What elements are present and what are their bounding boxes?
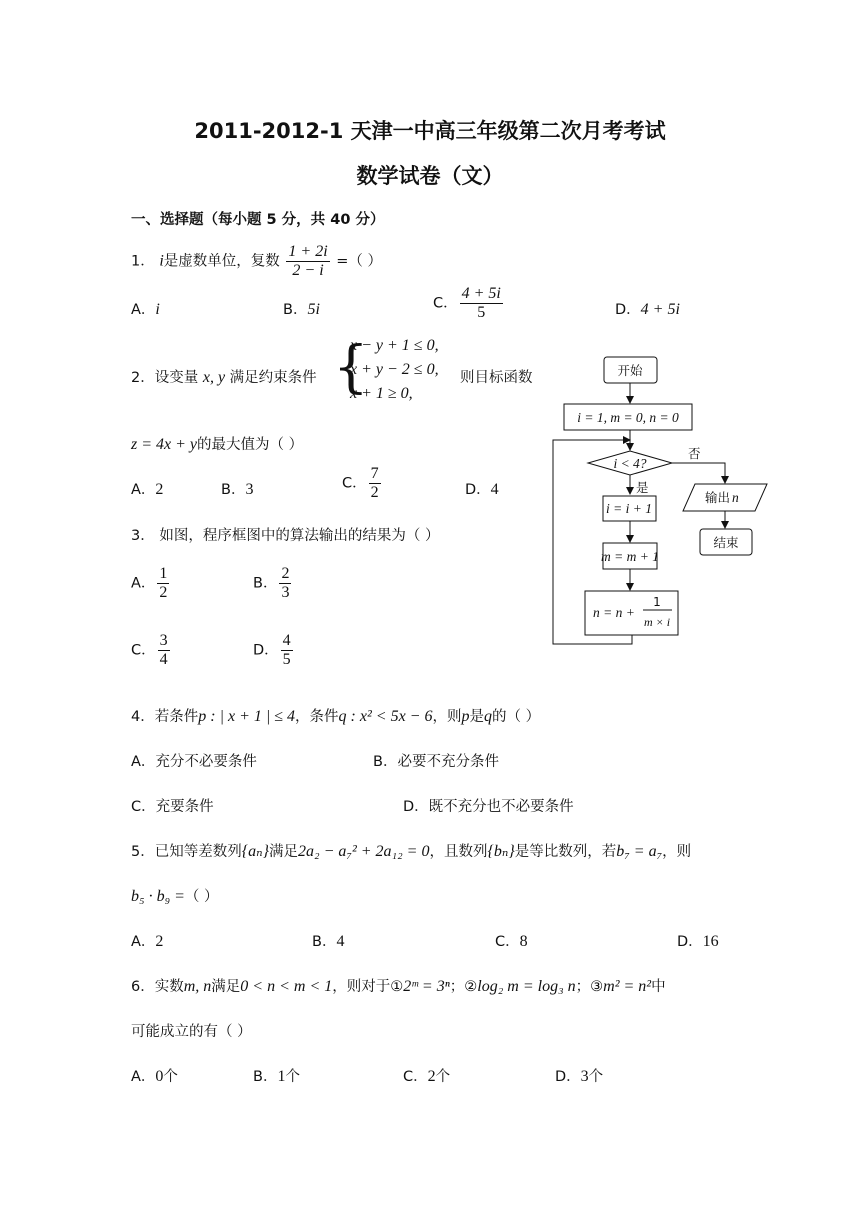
svg-text:n: n: [732, 490, 739, 505]
question-2-tail: 则目标函数: [460, 370, 533, 386]
svg-text:1: 1: [653, 595, 661, 609]
option-d: D．4 + 5i: [615, 301, 680, 318]
system-brace: {: [333, 335, 369, 400]
question-6-line2: 可能成立的有（ ）: [131, 1024, 252, 1040]
question-3: 3． 如图，程序框图中的算法输出的结果为（ ）: [131, 528, 440, 544]
option-c: C．2个: [403, 1068, 451, 1085]
option-d: D．16: [677, 933, 719, 950]
option-b: B．5i: [283, 301, 320, 318]
flowchart: [545, 350, 780, 650]
question-1: 1． i是虚数单位，复数 $\frac{1 + 2i}{2 - i}$ =（ ）: [131, 243, 383, 279]
option-b: B．1个: [253, 1068, 300, 1085]
question-2-line2: z = 4x + y的最大值为（ ）: [131, 436, 304, 453]
option-b: B．4: [312, 933, 345, 950]
svg-text:m = m + 1: m = m + 1: [601, 549, 659, 564]
svg-text:输出: 输出: [705, 490, 731, 505]
option-c: C． $\frac{4 + 5i}{5}$: [433, 285, 501, 321]
svg-text:i = 1, m = 0, n = 0: i = 1, m = 0, n = 0: [577, 410, 679, 425]
option-a: A．2: [131, 933, 164, 950]
svg-text:m × i: m × i: [643, 615, 671, 629]
option-a: A．i: [131, 301, 160, 318]
option-d: D．既不充分也不必要条件: [403, 799, 574, 815]
svg-text:是: 是: [636, 480, 649, 495]
svg-text:i < 4?: i < 4?: [613, 456, 647, 471]
page-subtitle: 数学试卷（文）: [356, 164, 504, 188]
option-c: C．8: [495, 933, 528, 950]
question-5-line2: b₅ · b₉ =（ ）: [131, 888, 219, 905]
option-c: C．充要条件: [131, 799, 214, 815]
option-b: B．必要不充分条件: [373, 754, 499, 770]
question-6: 6．实数m, n满足0 < n < m < 1，则对于①2ᵐ = 3ⁿ；②log₂ m = log₃ n；③m² = n²中: [131, 978, 666, 995]
svg-text:结束: 结束: [713, 535, 739, 550]
option-b: B． $\frac{2}{3}$: [253, 565, 290, 601]
option-a: A．充分不必要条件: [131, 754, 257, 770]
svg-text:否: 否: [688, 446, 701, 461]
question-number: 1．: [131, 253, 155, 270]
question-5: 5．已知等差数列{aₙ}满足2a₂ − a₇² + 2a₁₂ = 0，且数列{bₙ}是等比数列，若b₇ = a₇，则: [131, 843, 692, 860]
option-a: A．2: [131, 481, 164, 498]
option-d: D． $\frac{4}{5}$: [253, 632, 291, 668]
option-c: C． $\frac{3}{4}$: [131, 632, 168, 668]
option-b: B．3: [221, 481, 254, 498]
svg-text:n = n +: n = n +: [593, 605, 635, 620]
constraint-system: x − y + 1 ≤ 0, x + y − 2 ≤ 0, x + 1 ≥ 0,: [350, 337, 439, 402]
svg-text:开始: 开始: [617, 363, 643, 378]
section-heading: 一、选择题（每小题 5 分，共 40 分）: [131, 212, 385, 228]
question-4: 4．若条件p : | x + 1 | ≤ 4，条件q : x² < 5x − 6，则p是q的（ ）: [131, 708, 541, 725]
option-d: D．4: [465, 481, 499, 498]
page-title: 2011-2012-1 天津一中高三年级第二次月考考试: [194, 119, 666, 143]
svg-text:i = i + 1: i = i + 1: [606, 501, 652, 516]
option-a: A．0个: [131, 1068, 178, 1085]
option-a: A． $\frac{1}{2}$: [131, 565, 168, 601]
option-c: C． $\frac{7}{2}$: [342, 465, 379, 501]
option-d: D．3个: [555, 1068, 604, 1085]
fraction: $\frac{1 + 2i}{2 - i}$: [288, 243, 328, 279]
question-number: 2．: [131, 370, 155, 386]
question-2: 2．设变量 x, y 满足约束条件: [131, 369, 317, 386]
